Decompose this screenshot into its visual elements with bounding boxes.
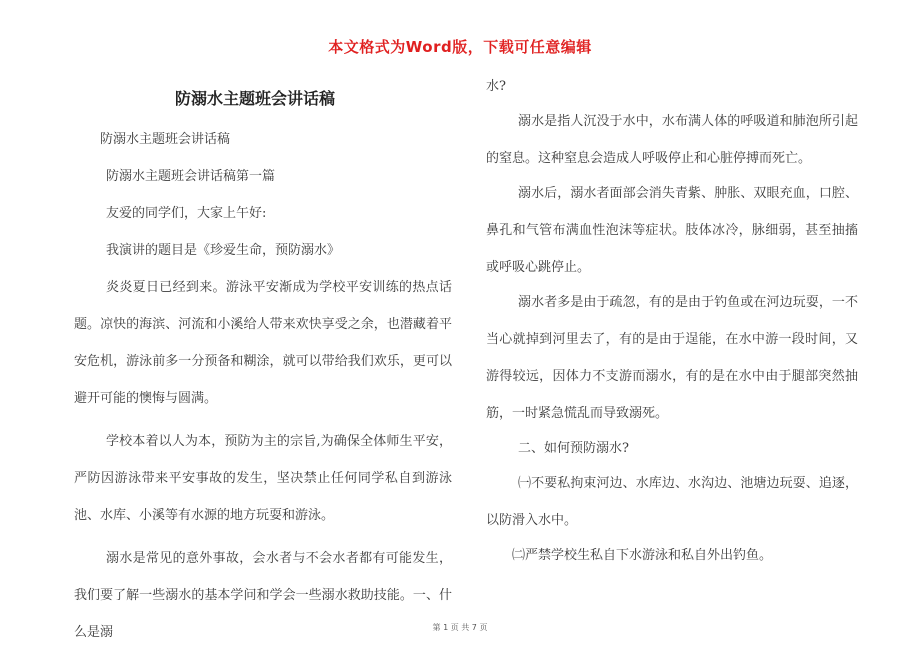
- left-column: [74, 121, 452, 651]
- list-item: ㈡严禁学校生私自下水游泳和私自外出钓鱼。: [512, 548, 773, 563]
- section-heading: 二、如何预防溺水?: [518, 441, 629, 456]
- subtitle-paragraph: 防溺水主题班会讲话稿: [100, 132, 231, 147]
- body-paragraph: 溺水是指人沉没于水中，水布满人体的呼吸道和肺泡所引起的窒息。这种窒息会造成人呼吸停止和心脏停搏而死亡。: [486, 114, 858, 166]
- document-title: 防溺水主题班会讲话稿: [174, 89, 335, 108]
- topic-paragraph: 我演讲的题目是《珍爱生命，预防溺水》: [106, 243, 341, 258]
- body-paragraph: 溺水是常见的意外事故，会水者与不会水者都有可能发生，我们要了解一些溺水的基本学问和学会一些溺水救助技能。一、什么是溺: [74, 551, 452, 640]
- greeting-paragraph: 友爱的同学们，大家上午好:: [106, 206, 267, 221]
- page-number: 第 1 页 共 7 页: [432, 623, 488, 632]
- section-heading: 防溺水主题班会讲话稿第一篇: [106, 169, 276, 184]
- body-paragraph: 炎炎夏日已经到来。游泳平安渐成为学校平安训练的热点话题。凉快的海滨、河流和小溪给人带来欢快享受之余，也潜藏着平安危机，游泳前多一分预备和糊涂，就可以带给我们欢乐，更可以避开可能的懊悔与圆满。: [74, 280, 452, 406]
- list-item: ㈠不要私拘束河边、水库边、水沟边、池塘边玩耍、追逐，以防滑入水中。: [486, 476, 858, 528]
- continuation-text: 水?: [486, 79, 506, 94]
- body-paragraph: 学校本着以人为本，预防为主的宗旨,为确保全体师生平安，严防因游泳带来平安事故的发生，坚决禁止任何同学私自到游泳池、水库、小溪等有水源的地方玩耍和游泳。: [74, 434, 452, 523]
- body-paragraph: 溺水后，溺水者面部会消失青紫、肿胀、双眼充血，口腔、鼻孔和气管布满血性泡沫等症状。肢体冰冷，脉细弱，甚至抽搐或呼吸心跳停止。: [486, 186, 858, 275]
- right-column: [486, 68, 858, 574]
- word-format-banner: 本文格式为Word版，下载可任意编辑: [328, 38, 592, 56]
- body-paragraph: 溺水者多是由于疏忽，有的是由于钓鱼或在河边玩耍，一不当心就掉到河里去了，有的是由于逞能，在水中游一段时间，又游得较远，因体力不支游而溺水，有的是在水中由于腿部突然抽筋，一时紧急慌乱而导致溺死。: [486, 295, 858, 421]
